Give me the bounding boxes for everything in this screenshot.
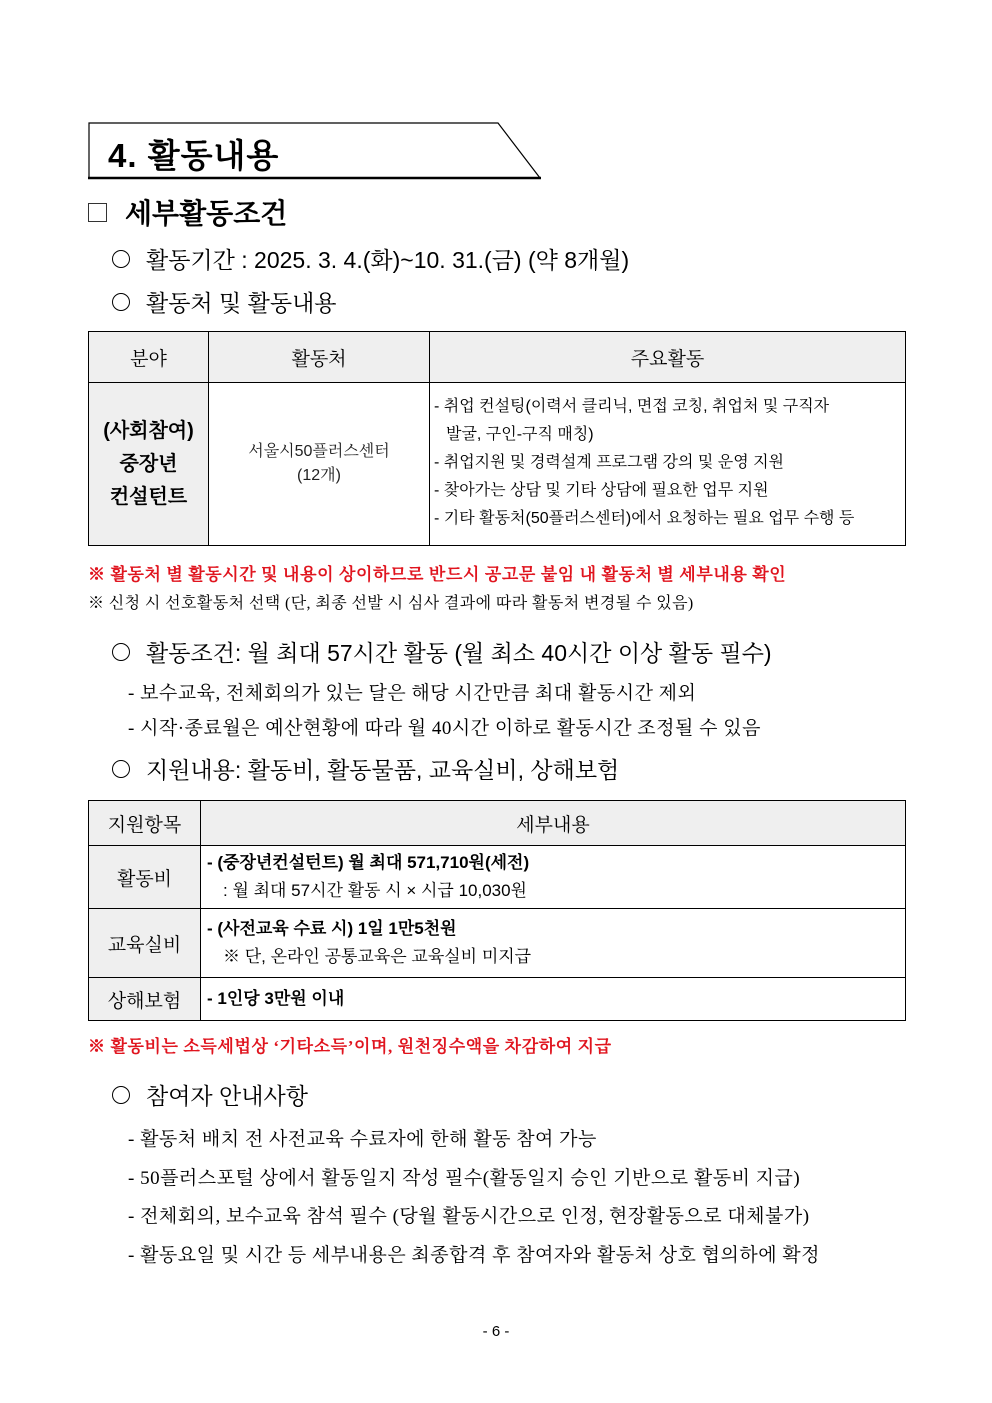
header-detail: 세부내용 (201, 801, 906, 846)
table-row (89, 846, 906, 909)
participant-item: - 활동처 배치 전 사전교육 수료자에 한해 활동 참여 가능 (128, 1129, 597, 1150)
participant-item: - 50플러스포털 상에서 활동일지 작성 필수(활동일지 승인 기반으로 활동비 지급) (128, 1168, 801, 1189)
conditions-line (112, 635, 772, 668)
table-row (89, 909, 906, 978)
place-line: 서울시50플러스센터 (248, 443, 390, 460)
circle-bullet-icon (112, 293, 130, 311)
activity-item: 발굴, 구인-구직 매칭) (446, 426, 594, 443)
section-title: 4. 활동내용 (108, 137, 280, 174)
place-line: (12개) (297, 467, 341, 484)
circle-bullet-icon (112, 250, 130, 268)
subsection-heading (88, 192, 287, 232)
subsection-title: 세부활동조건 (125, 198, 288, 229)
participant-heading-line (112, 1078, 308, 1111)
condition-item: - 시작·종료월은 예산현황에 따라 월 40시간 이하로 활동시간 조정될 수 있음 (128, 718, 761, 739)
support-item: 활동비 (89, 846, 201, 909)
category-line: 중장년 (119, 452, 178, 475)
participant-item: - 활동요일 및 시간 등 세부내용은 최종합격 후 참여자와 활동처 상호 협의하에 확정 (128, 1245, 821, 1266)
section-title-box (88, 122, 538, 178)
circle-bullet-icon (112, 1086, 130, 1104)
activity-item: - 찾아가는 상담 및 기타 상담에 필요한 업무 지원 (434, 482, 769, 499)
category-line: (사회참여) (103, 419, 194, 442)
square-bullet-icon (88, 203, 107, 222)
conditions-text: 활동조건: 월 최대 57시간 활동 (월 최소 40시간 이상 활동 필수) (146, 640, 772, 666)
places-heading-line (112, 285, 337, 318)
red-notice: ※ 활동처 별 활동시간 및 내용이 상이하므로 반드시 공고문 붙임 내 활동처 별 세부내용 확인 (88, 565, 787, 584)
period-text: 활동기간 : 2025. 3. 4.(화)~10. 31.(금) (약 8개월) (146, 247, 630, 273)
support-item: 상해보험 (89, 978, 201, 1021)
detail-line: ※ 단, 온라인 공통교육은 교육실비 미지급 (223, 947, 532, 966)
support-heading-line (112, 752, 619, 785)
support-table (88, 800, 906, 1021)
table-header-row (89, 801, 906, 846)
activity-item: - 기타 활동처(50플러스센터)에서 요청하는 필요 업무 수행 등 (434, 510, 855, 527)
header-category: 분야 (89, 332, 209, 383)
header-activities: 주요활동 (430, 332, 906, 383)
table-row (89, 383, 906, 546)
page-number: - 6 - (482, 1323, 510, 1340)
participant-heading: 참여자 안내사항 (146, 1083, 308, 1109)
category-cell (89, 383, 209, 546)
activity-places-table (88, 331, 906, 546)
detail-line: - (중장년컨설턴트) 월 최대 571,710원(세전) (207, 853, 530, 872)
circle-bullet-icon (112, 643, 130, 661)
condition-item: - 보수교육, 전체회의가 있는 달은 해당 시간만큼 최대 활동시간 제외 (128, 683, 697, 704)
support-heading: 지원내용: 활동비, 활동물품, 교육실비, 상해보험 (146, 757, 620, 783)
table-row (89, 978, 906, 1021)
places-heading: 활동처 및 활동내용 (146, 290, 337, 316)
support-detail (201, 909, 906, 978)
detail-line: - 1인당 3만원 이내 (207, 989, 345, 1008)
period-line (112, 242, 629, 275)
activities-cell (430, 383, 906, 546)
activity-item: - 취업 컨설팅(이력서 클리닉, 면접 코칭, 취업처 및 구직자 (434, 398, 830, 415)
table-header-row (89, 332, 906, 383)
notice: ※ 신청 시 선호활동처 선택 (단, 최종 선발 시 심사 결과에 따라 활동처 변경될 수 있음) (88, 595, 694, 612)
header-place: 활동처 (209, 332, 430, 383)
category-line: 컨설턴트 (109, 485, 188, 508)
participant-item: - 전체회의, 보수교육 참석 필수 (당월 활동시간으로 인정, 현장활동으로 대체불가) (128, 1206, 810, 1227)
support-detail (201, 978, 906, 1021)
detail-line: : 월 최대 57시간 활동 시 × 시급 10,030원 (223, 881, 527, 900)
detail-line: - (사전교육 수료 시) 1일 1만5천원 (207, 919, 457, 938)
circle-bullet-icon (112, 760, 130, 778)
red-notice: ※ 활동비는 소득세법상 ‘기타소득’이며, 원천징수액을 차감하여 지급 (88, 1037, 612, 1056)
place-cell (209, 383, 430, 546)
header-item: 지원항목 (89, 801, 201, 846)
activity-item: - 취업지원 및 경력설계 프로그램 강의 및 운영 지원 (434, 454, 785, 471)
support-item: 교육실비 (89, 909, 201, 978)
support-detail (201, 846, 906, 909)
